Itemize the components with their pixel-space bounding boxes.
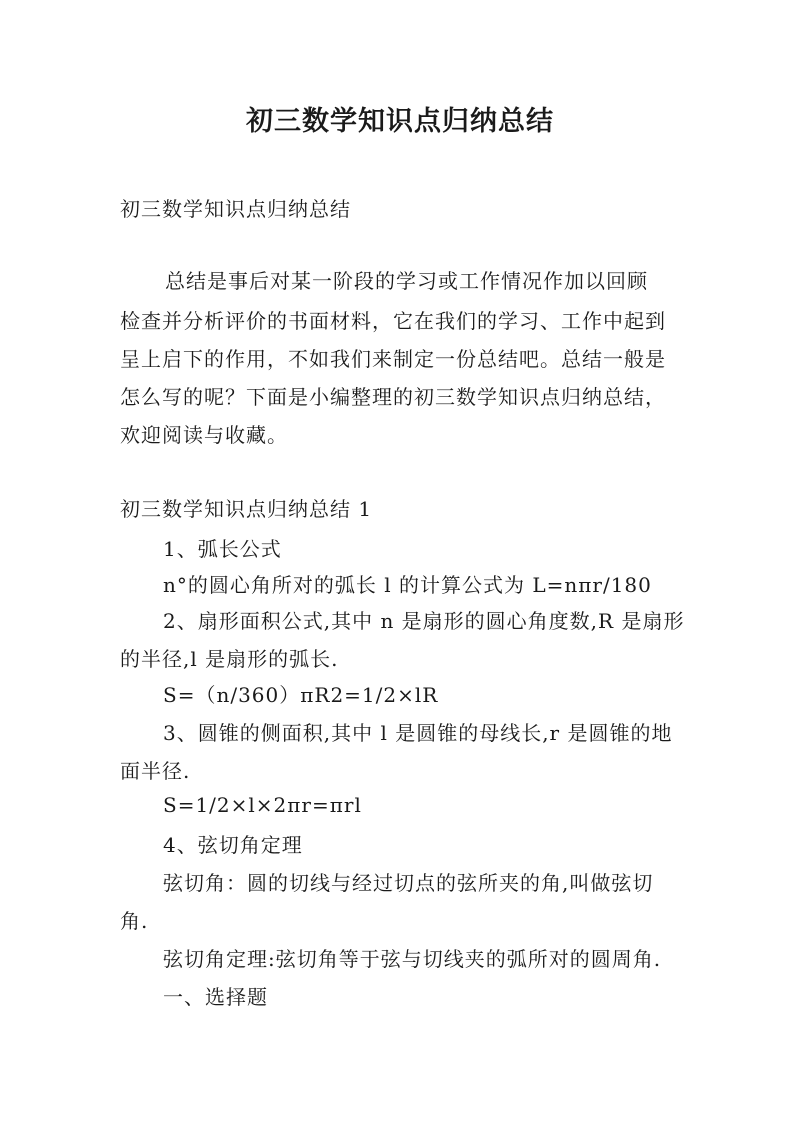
body-line-3: 2、扇形面积公式,其中 n 是扇形的圆心角度数,R 是扇形 [163, 609, 685, 633]
section-heading: 初三数学知识点归纳总结 1 [120, 497, 373, 521]
intro-line-2: 检查并分析评价的书面材料，它在我们的学习、工作中起到 [120, 309, 666, 333]
body-line-6: 3、圆锥的侧面积,其中 l 是圆锥的母线长,r 是圆锥的地 [163, 721, 673, 745]
body-line-12: 弦切角定理:弦切角等于弦与切线夹的弧所对的圆周角. [163, 947, 662, 971]
body-line-5: S=（n/360）πR2=1/2×lR [163, 683, 439, 707]
body-line-8: S=1/2×l×2πr=πrl [163, 793, 362, 817]
body-line-9: 4、弦切角定理 [163, 833, 303, 857]
intro-line-3: 呈上启下的作用，不如我们来制定一份总结吧。总结一般是 [120, 347, 666, 371]
body-line-4: 的半径,l 是扇形的弧长. [120, 647, 339, 671]
intro-line-1: 总结是事后对某一阶段的学习或工作情况作加以回顾 [165, 269, 648, 293]
document-title: 初三数学知识点归纳总结 [246, 106, 554, 137]
body-line-11: 角. [120, 909, 149, 933]
body-line-13: 一、选择题 [163, 985, 268, 1009]
subtitle: 初三数学知识点归纳总结 [120, 197, 351, 221]
body-line-2: n°的圆心角所对的弧长 l 的计算公式为 L=nπr/180 [163, 573, 652, 597]
body-line-10: 弦切角：圆的切线与经过切点的弦所夹的角,叫做弦切 [163, 871, 654, 895]
intro-line-4: 怎么写的呢？下面是小编整理的初三数学知识点归纳总结， [120, 385, 666, 409]
intro-line-5: 欢迎阅读与收藏。 [120, 423, 288, 447]
body-line-7: 面半径. [120, 759, 191, 783]
body-line-1: 1、弧长公式 [163, 537, 282, 561]
